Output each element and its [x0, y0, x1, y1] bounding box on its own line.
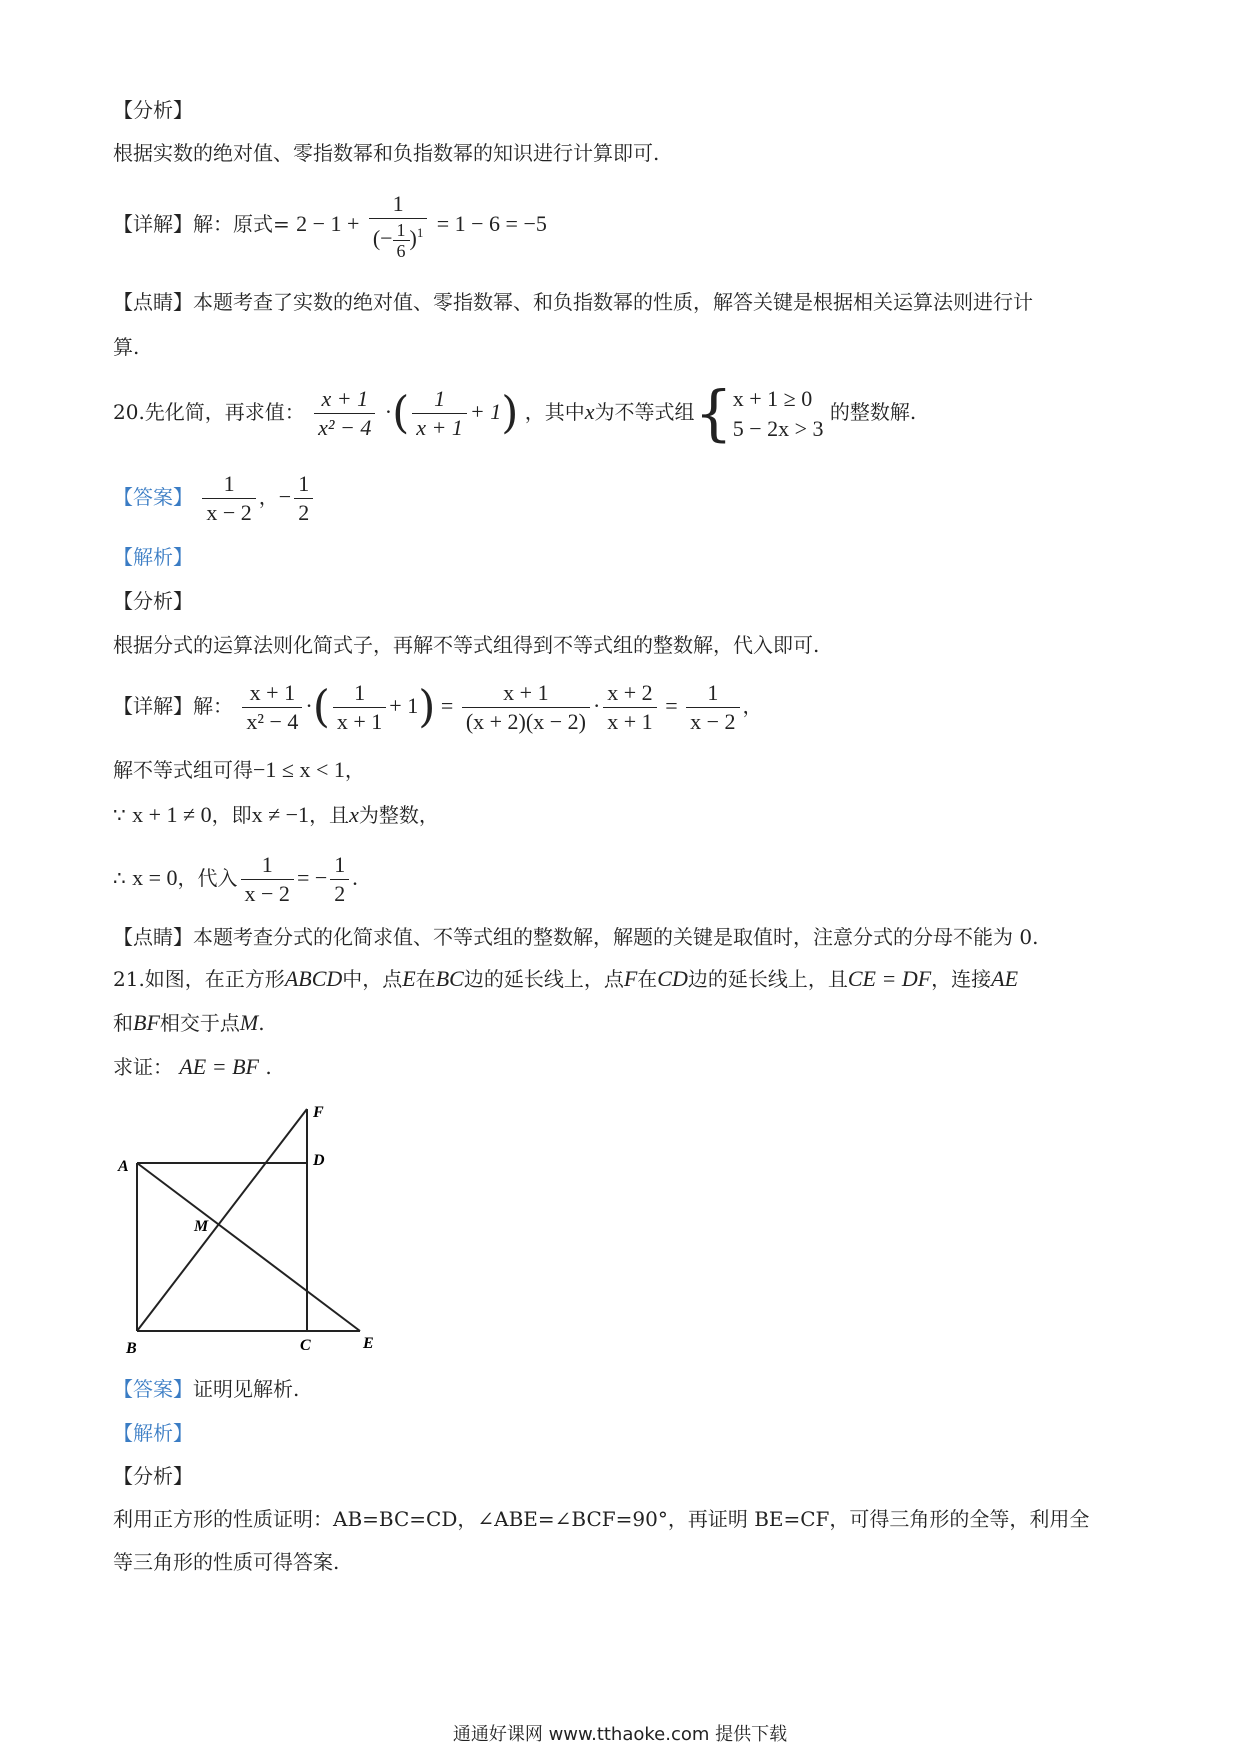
q20-ans-num: 1 — [202, 470, 255, 499]
label-A: A — [118, 1158, 129, 1175]
segment-AE — [137, 1163, 360, 1331]
q20-ans-sep: ， — [258, 485, 279, 509]
q19-review-text1: 本题考查了实数的绝对值、零指数幂、和负指数幂的性质，解答关键是根据相关运算法则进行计 — [193, 290, 1033, 314]
label-C: C — [300, 1337, 311, 1354]
q19-detail-heading: 【详解】 — [113, 212, 193, 236]
q19-inner-den: 6 — [396, 240, 406, 261]
q20-s2-num: x + 1 — [462, 679, 590, 708]
q21-answer-text: 证明见解析. — [193, 1377, 300, 1401]
q20-inner-frac — [412, 385, 467, 442]
q20-inner-den: x + 1 — [416, 415, 463, 440]
q19-frac-num: 1 — [369, 190, 428, 219]
q21-solution-heading: 【解析】 — [113, 1421, 193, 1445]
q20-line3 — [113, 803, 439, 827]
q20-var-x: x — [584, 399, 595, 424]
q20-s1-inner-den: x + 1 — [336, 709, 383, 734]
q20-stem: 20.先化简，再求值： $\frac{x + 1}{\text{x² − 4}}$ ·( $\frac{1}{x + 1}$ + 1) ，其中x为不等式组{ x + 1 ≥ 0 5 − 2x > 3 的整数解. — [113, 378, 917, 449]
q20-s1-frac — [242, 679, 302, 736]
q21-stem-line2: 和BF相交于点M. — [113, 1010, 265, 1035]
q21-answer-line — [113, 1377, 299, 1401]
because-symbol: ∵ — [113, 803, 126, 827]
q20-line4-math: x = 0 — [132, 865, 178, 890]
q20-line2-math: −1 ≤ x < 1 — [253, 757, 345, 782]
q20-ans2-den: 2 — [298, 500, 310, 525]
q20-line2-prefix: 解不等式组可得 — [113, 758, 253, 782]
q20-detail-prefix: 解： — [193, 694, 233, 718]
q20-frac1 — [314, 385, 375, 442]
q19-frac-den: (− $\frac{1}{6}$ )$^1$ — [372, 219, 424, 261]
q19-analysis-heading: 【分析】 — [113, 98, 193, 122]
q21-stem-line1: 21.如图，在正方形ABCD中，点E在BC边的延长线上，点F在CD边的延长线上，且CE = DF，连接AE — [113, 966, 1019, 991]
q21-analysis-text2: 等三角形的性质可得答案. — [113, 1550, 340, 1574]
q20-ans2-num: 1 — [294, 470, 313, 499]
q20-line3-math1: x + 1 ≠ 0 — [132, 802, 212, 827]
q20-ineq2: 5 − 2x > 3 — [732, 415, 824, 441]
q20-s4-frac — [686, 679, 739, 736]
q20-s1-plus: + 1 — [389, 693, 419, 718]
q19-expr-right: = 1 − 6 = −5 — [436, 211, 547, 236]
q20-review-heading: 【点睛】 — [113, 925, 193, 949]
q21-prove-line: 求证： AE = BF . — [113, 1054, 272, 1079]
q20-answer-frac2 — [294, 470, 313, 527]
label-F: F — [313, 1104, 324, 1121]
q20-answer-frac — [202, 470, 255, 527]
q19-detail-line — [113, 184, 547, 264]
label-M: M — [194, 1218, 209, 1235]
q20-inequality-system — [733, 384, 824, 444]
q20-line3-mid: ，即 — [211, 803, 252, 827]
q20-line3-suffix: 为整数， — [358, 803, 439, 827]
q20-s3-frac — [603, 679, 656, 736]
q20-line3-x: x — [349, 802, 359, 827]
q20-stem-prefix: 20.先化简，再求值： — [113, 400, 305, 424]
q20-stem-mid: ，其中 — [524, 400, 585, 424]
q20-answer-heading: 【答案】 — [113, 485, 193, 509]
q20-line4-rnum: 1 — [330, 851, 349, 880]
q20-detail-heading: 【详解】 — [113, 694, 193, 718]
q20-solution-heading: 【解析】 — [113, 545, 193, 569]
q19-analysis-text: 根据实数的绝对值、零指数幂和负指数幂的知识进行计算即可. — [113, 141, 660, 165]
q20-s3-num: x + 2 — [603, 679, 656, 708]
q21-analysis-heading: 【分析】 — [113, 1464, 193, 1488]
q20-detail-line: 【详解】解： $\frac{x + 1}{\text{x² − 4}}$ ·( $\frac{1}{x + 1}$ + 1) = $\frac{x + 1}{(x + 2)(x - 2)}$ · $\frac{x + 2}{x + 1}$ = $\frac{1}{x - 2}$ ， — [113, 680, 763, 734]
segment-BF — [137, 1109, 307, 1331]
q19-expr-left: 2 − 1 + — [296, 211, 360, 236]
q20-line4-mid: ，代入 — [177, 866, 238, 890]
q19-inner-num: 1 — [393, 220, 410, 241]
q20-s4-num: 1 — [686, 679, 739, 708]
q20-f1-den: x² − 4 — [318, 415, 372, 440]
q20-answer-line: 【答案】 $\frac{1}{x - 2}$ ，− $\frac{1}{2}$ — [113, 462, 316, 532]
geometry-figure — [110, 1095, 400, 1360]
q21-analysis-text1: 利用正方形的性质证明：AB=BC=CD，∠ABE=∠BCF=90°，再证明 BE=CF，可得三角形的全等，利用全 — [113, 1507, 1090, 1531]
q20-s1-inner-frac — [333, 679, 386, 736]
q20-s1-inner-num: 1 — [333, 679, 386, 708]
q20-line2-suffix: ， — [344, 758, 365, 782]
q20-stem-mid2: 为不等式组 — [594, 400, 695, 424]
q20-analysis-heading: 【分析】 — [113, 589, 193, 613]
therefore-symbol: ∴ — [113, 866, 126, 890]
q20-line4-eq: = − — [296, 865, 328, 890]
q20-line3-math2: x ≠ −1 — [251, 802, 310, 827]
q20-inner-num: 1 — [412, 385, 467, 414]
page-footer: 通通好课网 www.tthaoke.com 提供下载 — [452, 1724, 788, 1745]
q20-s2-den: (x + 2)(x − 2) — [465, 709, 586, 734]
q20-s1-num: x + 1 — [242, 679, 302, 708]
q20-s2-frac — [462, 679, 590, 736]
q20-s3-den: x + 1 — [607, 709, 653, 734]
q20-line4-den: x − 2 — [244, 881, 290, 906]
q19-detail-prefix: 解：原式= — [193, 212, 290, 236]
q20-inner-plus: + 1 — [469, 399, 502, 424]
q20-ans-den: x − 2 — [206, 500, 252, 525]
q19-review-heading: 【点睛】 — [113, 290, 193, 314]
q21-answer-heading: 【答案】 — [113, 1377, 193, 1401]
q20-review-text: 本题考查分式的化简求值、不等式组的整数解，解题的关键是取值时，注意分式的分母不能为 0. — [193, 925, 1039, 949]
q20-line4-rden: 2 — [334, 881, 346, 906]
q19-exp: 1 — [416, 225, 424, 241]
q20-line4-rfrac — [330, 851, 349, 908]
q20-s4-den: x − 2 — [690, 709, 736, 734]
q20-line4: ∴ x = 0，代入 $\frac{1}{x - 2}$ = − $\frac{1}{2}$ . — [113, 852, 358, 906]
label-B: B — [126, 1340, 137, 1357]
q20-f1-num: x + 1 — [314, 385, 375, 414]
q20-line4-frac — [241, 851, 294, 908]
q20-line3-mid2: ，且 — [309, 803, 350, 827]
q20-ineq1: x + 1 ≥ 0 — [732, 385, 813, 411]
q20-line2 — [113, 758, 365, 782]
label-E: E — [363, 1335, 374, 1352]
q20-analysis-text: 根据分式的运算法则化简式子，再解不等式组得到不等式组的整数解，代入即可. — [113, 633, 820, 657]
q19-review-line1 — [113, 290, 1033, 314]
label-D: D — [313, 1152, 325, 1169]
q20-s1-den: x² − 4 — [246, 709, 299, 734]
q20-review-line — [113, 925, 1038, 949]
q20-line4-num: 1 — [241, 851, 294, 880]
q19-review-line2: 算. — [113, 335, 140, 359]
q20-stem-suffix: 的整数解. — [829, 400, 917, 424]
q19-fraction — [369, 190, 428, 261]
